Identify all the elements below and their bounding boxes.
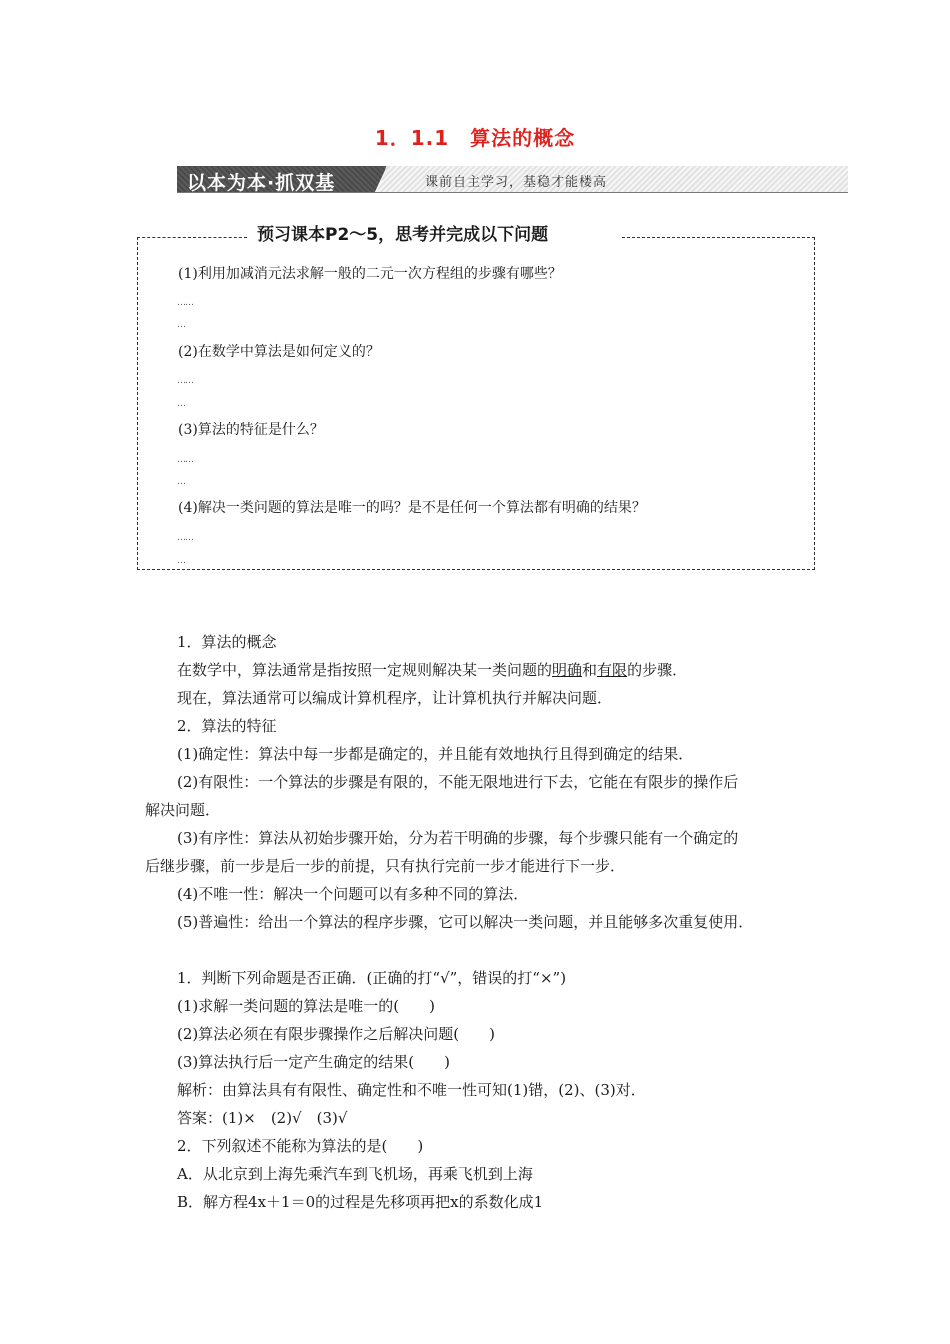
exercise-1-item: (2)算法必须在有限步骤操作之后解决问题( ) [177, 1025, 495, 1043]
exercise-2-option-b: B．解方程4x＋1＝0的过程是先移项再把x的系数化成1 [177, 1193, 544, 1211]
exercise-1-stem: 1．判断下列命题是否正确．(正确的打“√”，错误的打“×”) [177, 969, 567, 987]
preview-question-1: (1)利用加减消元法求解一般的二元一次方程组的步骤有哪些？ [178, 266, 562, 282]
answer-dots: …… [177, 298, 193, 308]
feature-finiteness: (2)有限性：一个算法的步骤是有限的，不能无限地进行下去，它能在有限步的操作后 [177, 773, 739, 791]
preview-question-2: (2)在数学中算法是如何定义的？ [178, 344, 380, 360]
answer-dots: …… [177, 533, 193, 543]
exercise-2-option-a: A．从北京到上海先乘汽车到飞机场，再乘飞机到上海 [177, 1165, 533, 1183]
exercise-1-item: (3)算法执行后一定产生确定的结果( ) [177, 1053, 450, 1071]
preview-heading: 预习课本P2～5，思考并完成以下问题 [257, 225, 549, 245]
exercise-1-item: (1)求解一类问题的算法是唯一的( ) [177, 997, 435, 1015]
answer-dots: …… [177, 376, 193, 386]
feature-order-cont: 后继步骤，前一步是后一步的前提，只有执行完前一步才能进行下一步． [145, 857, 626, 875]
answer-dots: … [177, 477, 185, 487]
preview-box-top-right-border [622, 237, 815, 238]
underlined-term: 有限 [597, 661, 628, 679]
preview-box [137, 237, 815, 570]
feature-order: (3)有序性：算法从初始步骤开始，分为若干明确的步骤，每个步骤只能有一个确定的 [177, 829, 739, 847]
section-banner [177, 166, 848, 193]
definition-text: 的步骤． [627, 661, 688, 679]
definition-text: 在数学中，算法通常是指按照一定规则解决某一类问题的 [177, 661, 553, 679]
feature-non-uniqueness: (4)不唯一性：解决一个问题可以有多种不同的算法． [177, 885, 529, 903]
answer-dots: …… [177, 455, 193, 465]
preview-question-3: (3)算法的特征是什么？ [178, 422, 324, 438]
answer-dots: … [177, 320, 185, 330]
preview-box-top-left-border [137, 237, 247, 238]
exercise-2-stem: 2．下列叙述不能称为算法的是( ) [177, 1137, 424, 1155]
section-heading-concept: 1．算法的概念 [177, 633, 277, 651]
answer-dots: … [177, 399, 185, 409]
exercise-1-answer: 答案：(1)× (2)√ (3)√ [177, 1109, 348, 1127]
section-heading-features: 2．算法的特征 [177, 717, 277, 735]
feature-finiteness-cont: 解决问题． [145, 801, 221, 819]
underlined-term: 明确 [552, 661, 583, 679]
feature-universality: (5)普遍性：给出一个算法的程序步骤，它可以解决一类问题，并且能够多次重复使用． [177, 913, 754, 931]
exercise-1-analysis: 解析：由算法具有有限性、确定性和不唯一性可知(1)错，(2)、(3)对． [177, 1081, 646, 1099]
concept-definition [177, 659, 687, 680]
preview-question-4: (4)解决一类问题的算法是唯一的吗？是不是任何一个算法都有明确的结果？ [178, 500, 646, 516]
feature-determinacy: (1)确定性：算法中每一步都是确定的，并且能有效地执行且得到确定的结果． [177, 745, 694, 763]
definition-text: 和 [582, 661, 598, 679]
page-title: 1．1.1 算法的概念 [374, 126, 576, 150]
banner-right-text: 课前自主学习，基稳才能楼高 [425, 175, 608, 190]
concept-paragraph: 现在，算法通常可以编成计算机程序，让计算机执行并解决问题． [177, 689, 613, 707]
banner-left-text: 以本为本·抓双基 [187, 172, 336, 194]
answer-dots: … [177, 556, 185, 566]
